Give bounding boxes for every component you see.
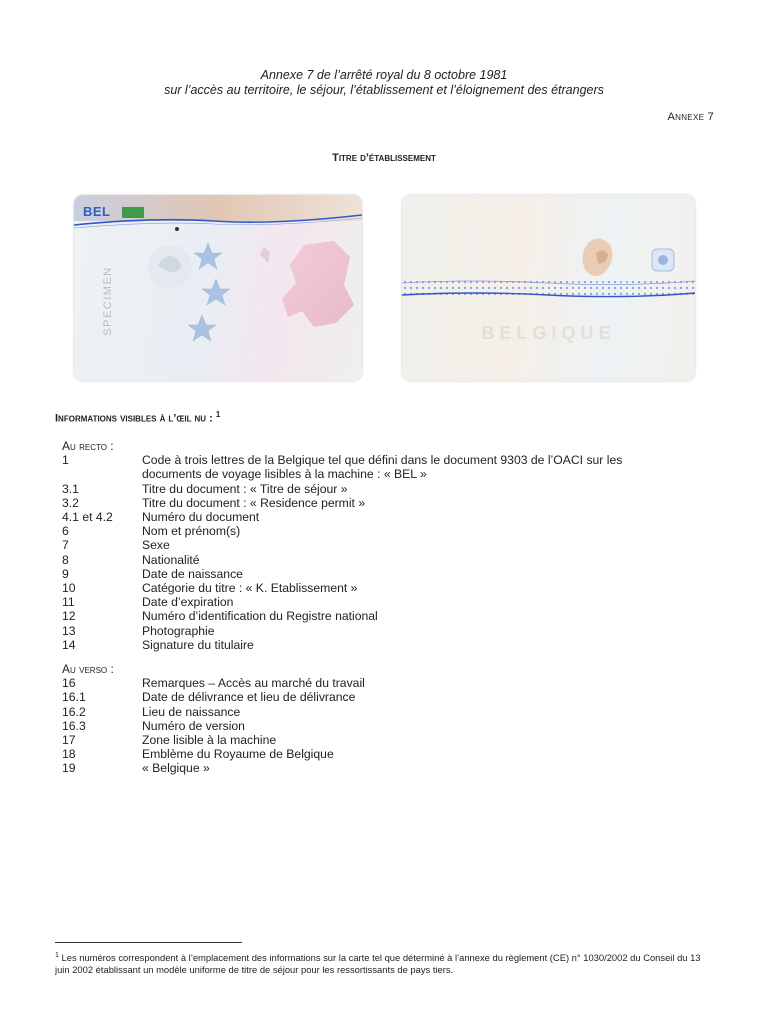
list-item (62, 705, 662, 719)
card-back-image (402, 195, 695, 381)
verso-heading: Au verso : (62, 662, 114, 676)
list-item (62, 510, 662, 524)
item-number: 19 (62, 761, 76, 776)
coat-of-arms-icon (582, 238, 612, 276)
list-item (62, 733, 662, 747)
item-text: Date de délivrance et lieu de délivrance (142, 690, 356, 705)
item-number: 7 (62, 538, 69, 553)
item-number: 18 (62, 747, 76, 762)
list-item (62, 747, 662, 761)
card-country-text: BELGIQUE (481, 323, 616, 343)
item-text: « Belgique » (142, 761, 210, 776)
item-number: 1 (62, 453, 69, 468)
item-number: 3.2 (62, 495, 79, 510)
item-number: 16.3 (62, 718, 86, 733)
list-item (62, 638, 662, 652)
card-specimen-watermark: SPECIMEN (102, 266, 114, 336)
footnote-reference: 1 (215, 410, 221, 419)
card-flag-icon (122, 207, 144, 218)
item-text: Photographie (142, 623, 215, 638)
item-number: 4.1 et 4.2 (62, 510, 113, 525)
item-number: 16 (62, 676, 76, 691)
item-number: 13 (62, 623, 76, 638)
item-text: Numéro de version (142, 718, 245, 733)
item-number: 10 (62, 581, 76, 596)
list-item (62, 524, 662, 538)
item-text: Numéro d’identification du Registre national (142, 609, 378, 624)
eu-stars-icon (188, 243, 230, 341)
list-item (62, 609, 662, 623)
item-text: Numéro du document (142, 510, 260, 525)
list-item (62, 453, 662, 481)
recto-heading: Au recto : (62, 439, 114, 453)
list-item (62, 761, 662, 775)
card-front-artwork (74, 195, 362, 381)
item-number: 9 (62, 566, 69, 581)
list-item (62, 624, 662, 638)
item-text: Date d’expiration (142, 595, 234, 610)
item-number: 8 (62, 552, 69, 567)
item-text: Nom et prénom(s) (142, 524, 241, 539)
card-country-code: BEL (83, 204, 111, 219)
list-item (62, 690, 662, 704)
list-item (62, 567, 662, 581)
card-front-image (74, 195, 362, 381)
item-text: Zone lisible à la machine (142, 733, 277, 748)
list-item (62, 676, 662, 690)
item-number: 14 (62, 637, 76, 652)
footnote-text: Les numéros correspondent à l’emplacement des informations sur la carte tel que déterminé à l’annexe du règlement (CE) n° 1030/2002 du Conseil du 13 juin 2002 établissant un modèle uniforme de titre de séjour pour les ressortissants de pays tiers. (55, 952, 701, 976)
item-text: Code à trois lettres de la Belgique tel que défini dans le document 9303 de l’OACI sur les documents de voyage lisibles à la machine : « BEL » (142, 453, 623, 482)
list-item (62, 553, 662, 567)
card-back-artwork (402, 195, 695, 381)
annex-label: Annexe 7 (667, 111, 714, 123)
list-item (62, 719, 662, 733)
header-line-1: Annexe 7 de l’arrêté royal du 8 octobre 1981 (260, 68, 508, 82)
item-text: Remarques – Accès au marché du travail (142, 676, 365, 691)
footnote (55, 950, 715, 976)
list-item (62, 538, 662, 552)
section-title (55, 410, 220, 425)
item-text: Nationalité (142, 552, 200, 567)
item-number: 3.1 (62, 481, 79, 496)
list-item (62, 482, 662, 496)
item-number: 11 (62, 595, 75, 610)
document-title: Titre d’établissement (332, 152, 436, 164)
item-number: 12 (62, 609, 76, 624)
item-number: 17 (62, 733, 76, 748)
list-item (62, 595, 662, 609)
document-header (0, 68, 768, 98)
item-number: 6 (62, 524, 69, 539)
section-title-text: Informations visibles à l’œil nu : (55, 412, 213, 425)
list-item (62, 581, 662, 595)
europe-map-icon (282, 241, 354, 327)
item-text: Titre du document : « Residence permit » (142, 495, 366, 510)
item-number: 16.1 (62, 690, 86, 705)
footnote-divider (55, 942, 242, 943)
header-line-2: sur l’accès au territoire, le séjour, l’établissement et l’éloignement des étrangers (164, 83, 604, 97)
list-item (62, 496, 662, 510)
item-text: Date de naissance (142, 566, 243, 581)
item-text: Titre du document : « Titre de séjour » (142, 481, 348, 496)
item-text: Signature du titulaire (142, 637, 254, 652)
item-number: 16.2 (62, 704, 86, 719)
verso-list (62, 662, 662, 776)
footnote-number: 1 (55, 952, 59, 959)
royal-emblem-icon (652, 249, 674, 271)
item-text: Sexe (142, 538, 170, 553)
item-text: Emblème du Royaume de Belgique (142, 747, 334, 762)
recto-list (62, 439, 662, 652)
item-text: Catégorie du titre : « K. Etablissement » (142, 581, 358, 596)
item-text: Lieu de naissance (142, 704, 241, 719)
